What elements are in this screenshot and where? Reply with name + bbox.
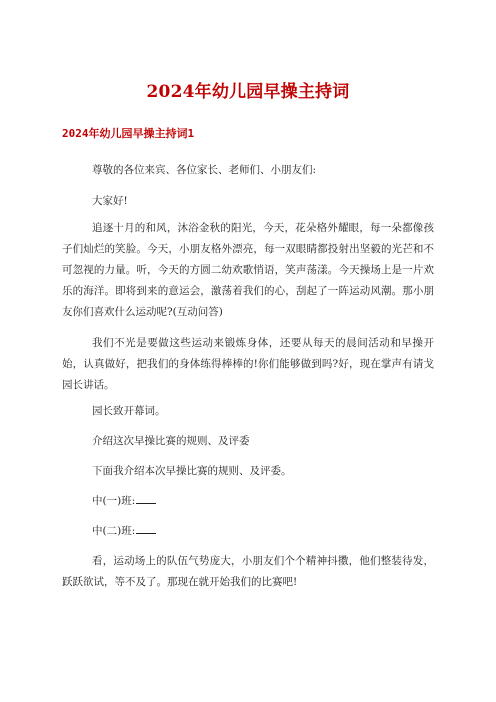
rules-intro-paragraph: 下面我介绍本次早操比赛的规则、及评委。 <box>92 465 292 477</box>
opening-paragraph: 追逐十月的和风，沐浴金秋的阳光，今天，花朵格外耀眼，每一朵都像孩子们灿烂的笑脸。今天，小朋友格外漂亮，每一双眼睛都投射出坚毅的光芒和不可忽视的力量。听，今天的方圆二幼欢歌悄语，笑声荡漾。今天操场上是一片欢乐的海洋。即将到来的意运会，激荡着我们的心，刮起了一阵运动风潮。那小朋友你们喜欢什么运动呢?(互动问答) <box>62 222 434 318</box>
exercise-paragraph: 我们不光是要做这些运动来锻炼身体，还要从每天的晨间活动和早操开始，认真做好，把我们的身体练得棒棒的!你们能够做到吗?好，现在掌声有请戈园长讲话。 <box>62 337 434 391</box>
class-one-line <box>62 491 434 512</box>
class-two-label: 中(二)班: <box>92 525 136 537</box>
section-heading: 2024年幼儿园早操主持词1 <box>62 127 195 140</box>
class-one-blank <box>136 492 156 504</box>
greeting-paragraph: 尊敬的各位来宾、各位家长、老师们、小朋友们: <box>92 164 317 176</box>
document-title: 2024年幼儿园早操主持词 <box>146 82 350 102</box>
rules-heading-paragraph: 介绍这次早操比赛的规则、及评委 <box>92 435 250 447</box>
principal-paragraph: 园长致开幕词。 <box>92 405 166 417</box>
hello-paragraph: 大家好! <box>92 195 128 207</box>
class-two-blank <box>136 522 156 534</box>
class-one-label: 中(一)班: <box>92 495 136 507</box>
class-two-line <box>62 521 434 542</box>
start-paragraph: 看，运动场上的队伍气势庞大，小朋友们个个精神抖擞，他们整装待发，跃跃欲试，等不及了。那现在就开始我们的比赛吧! <box>62 555 434 588</box>
